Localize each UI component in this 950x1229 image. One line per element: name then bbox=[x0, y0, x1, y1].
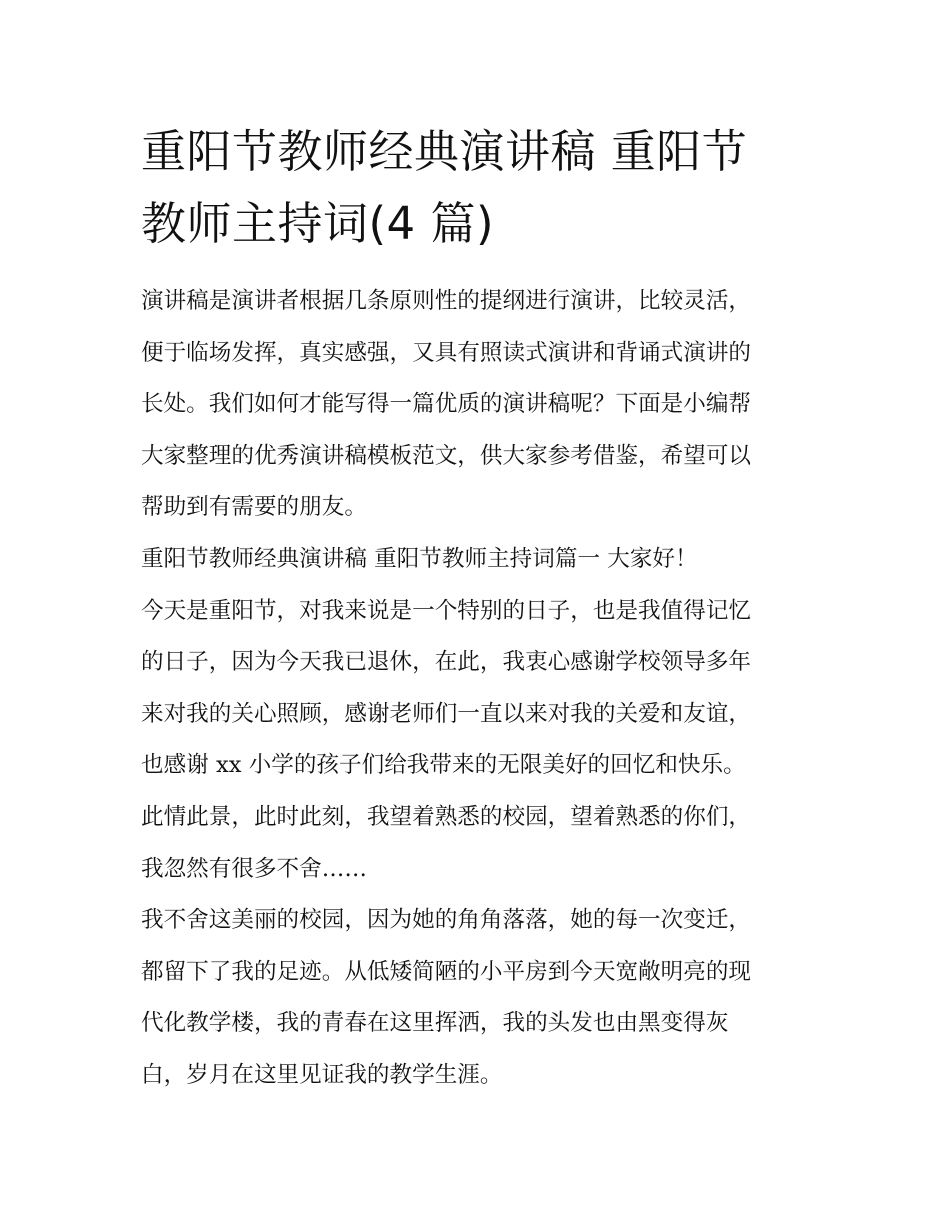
body-line: 都留下了我的足迹。从低矮简陋的小平房到今天宽敞明亮的现 bbox=[141, 958, 752, 985]
body-line: 今天是重阳节，对我来说是一个特别的日子，也是我值得记忆 bbox=[141, 597, 752, 624]
body-line: 便于临场发挥，真实感强，又具有照读式演讲和背诵式演讲的 bbox=[141, 339, 752, 366]
body-line: 我不舍这美丽的校园，因为她的角角落落，她的每一次变迁， bbox=[141, 907, 752, 934]
body-line: 长处。我们如何才能写得一篇优质的演讲稿呢？下面是小编帮 bbox=[141, 391, 752, 418]
section-heading-line: 重阳节教师经典演讲稿 重阳节教师主持词篇一 大家好！ bbox=[141, 545, 698, 572]
body-line: 帮助到有需要的朋友。 bbox=[141, 494, 367, 521]
body-line: 白，岁月在这里见证我的教学生涯。 bbox=[141, 1061, 503, 1088]
body-line: 我忽然有很多不舍…… bbox=[141, 855, 367, 882]
body-line: 的日子，因为今天我已退休，在此，我衷心感谢学校领导多年 bbox=[141, 649, 752, 676]
title-line-1: 重阳节教师经典演讲稿 重阳节 bbox=[141, 125, 748, 178]
body-line: 大家整理的优秀演讲稿模板范文，供大家参考借鉴，希望可以 bbox=[141, 442, 752, 469]
title-line-2: 教师主持词(4 篇) bbox=[141, 197, 495, 250]
document-title bbox=[141, 116, 821, 260]
body-line: 此情此景，此时此刻，我望着熟悉的校园，望着熟悉的你们， bbox=[141, 803, 752, 830]
body-line: 代化教学楼，我的青春在这里挥洒，我的头发也由黑变得灰 bbox=[141, 1010, 729, 1037]
body-line: 演讲稿是演讲者根据几条原则性的提纲进行演讲，比较灵活， bbox=[141, 288, 752, 314]
body-line: 来对我的关心照顾，感谢老师们一直以来对我的关爱和友谊， bbox=[141, 700, 752, 727]
body-line: 也感谢 xx 小学的孩子们给我带来的无限美好的回忆和快乐。 bbox=[141, 752, 746, 779]
document-body bbox=[141, 276, 821, 1102]
